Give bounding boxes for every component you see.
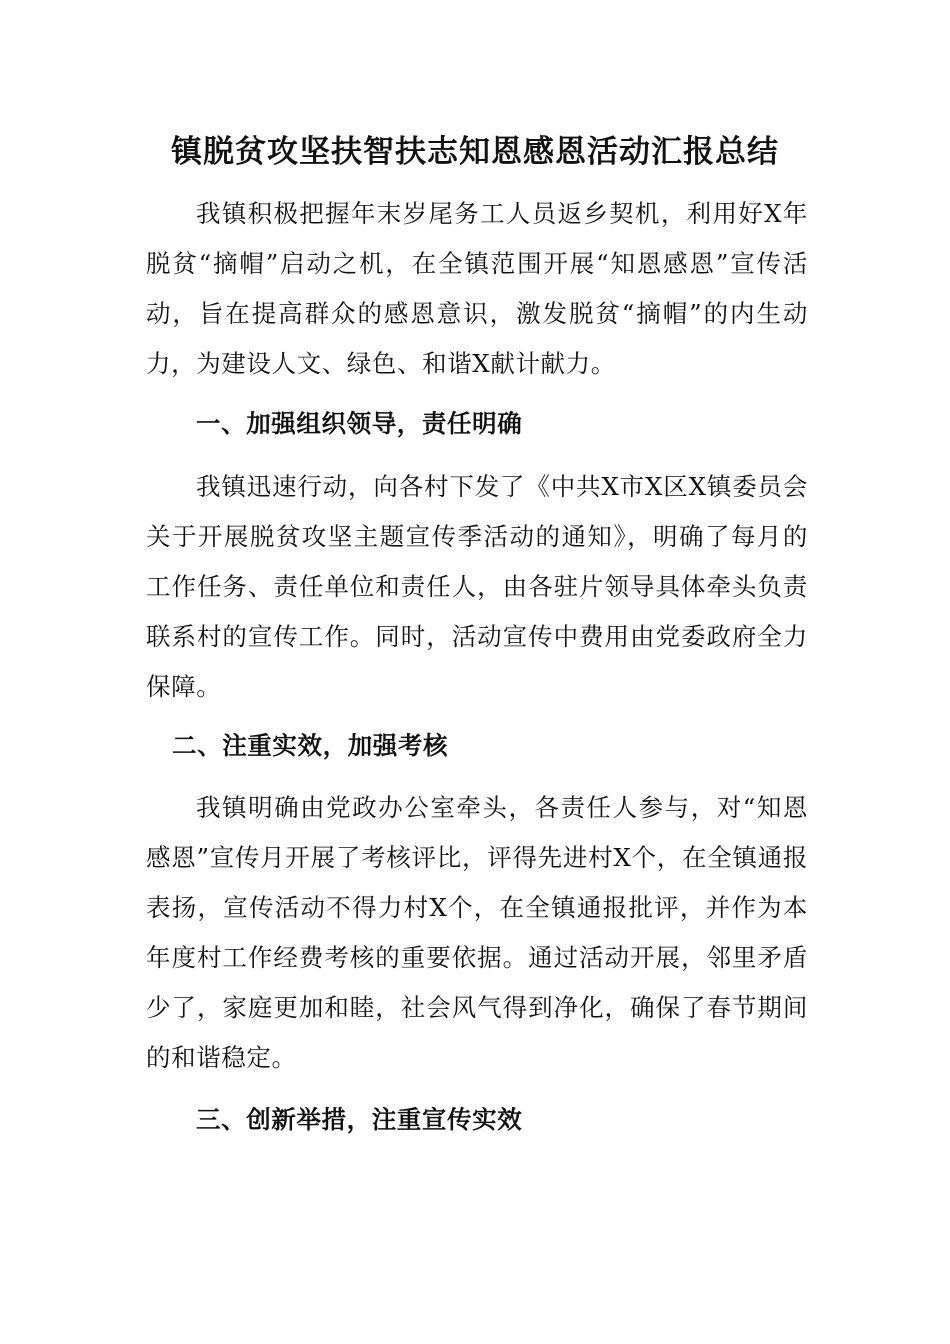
section-heading-2: 二、注重实效，加强考核	[172, 731, 449, 760]
section-body-2: 我镇明确由党政办公室牵头，各责任人参与，对“知恩感恩”宣传月开展了考核评比，评得先进村X个，在全镇通报表扬，宣传活动不得力村X个，在全镇通报批评，并作为本年度村工作经费考核的重要依据。通过活动开展，邻里矛盾少了，家庭更加和睦，社会风气得到净化，确保了春节期间的和谐稳定。	[146, 793, 808, 1072]
section-heading-1: 一、加强组织领导，责任明确	[196, 409, 523, 438]
section-heading-3: 三、创新举措，注重宣传实效	[196, 1105, 523, 1134]
intro-paragraph: 我镇积极把握年末岁尾务工人员返乡契机，利用好X年脱贫“摘帽”启动之机，在全镇范围开展“知恩感恩”宣传活动，旨在提高群众的感恩意识，激发脱贫“摘帽”的内生动力，为建设人文、绿色、和谐X献计献力。	[146, 199, 808, 378]
document-title: 镇脱贫攻坚扶智扶志知恩感恩活动汇报总结	[171, 134, 779, 170]
section-body-1: 我镇迅速行动，向各村下发了《中共X市X区X镇委员会关于开展脱贫攻坚主题宣传季活动的通知》，明确了每月的工作任务、责任单位和责任人，由各驻片领导具体牵头负责联系村的宣传工作。同时，活动宣传中费用由党委政府全力保障。	[146, 472, 808, 701]
